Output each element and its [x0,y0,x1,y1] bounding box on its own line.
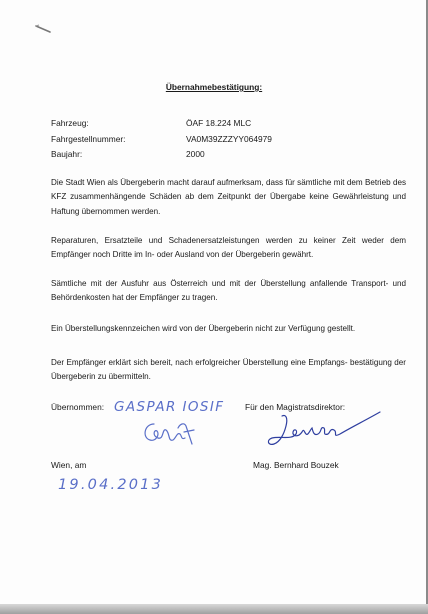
build-year-value: 2000 [186,149,205,159]
paragraph-transport-costs: Sämtliche mit der Ausfuhr aus Österreich und mit der Überstellung anfallende Transport- und Behördenkosten hat der Empfänger zu tragen. [51,279,406,303]
place-label: Wien, am [51,460,87,470]
recipient-signature [140,418,210,452]
vehicle-label: Fahrzeug: [51,118,89,128]
paragraph-registration-plate: Ein Überstellungskennzeichen wird von der Übergeberin nicht zur Verfügung gestellt. [51,324,356,333]
staple-mark [0,0,60,40]
chassis-number-label: Fahrgestellnummer: [51,134,126,144]
director-signature [258,404,388,450]
svg-text:GASPAR IOSIF: GASPAR IOSIF [114,399,225,415]
vehicle-value: ÖAF 18.224 MLC [186,118,252,128]
received-label: Übernommen: [51,402,105,412]
scan-edge-bottom [0,604,428,614]
director-name: Mag. Bernhard Bouzek [253,460,339,470]
paragraph-confirmation: Der Empfänger erklärt sich bereit, nach erfolgreicher Überstellung eine Empfangs- bestätigung der Übergeberin zu übermitteln. [51,358,406,382]
paragraph-liability: Die Stadt Wien als Übergeberin macht darauf aufmerksam, dass für sämtliche mit dem Betrieb des KFZ zusammenhängende Schäden ab dem Zeitpunkt der Übergabe keine Gewährleistung und Haftung übernommen werden. [51,178,406,216]
svg-text:19.04.2013: 19.04.2013 [58,477,164,493]
paragraph-repairs: Reparaturen, Ersatzteile und Schadenersatzleistungen werden zu keiner Zeit weder dem Empfänger noch Dritte im In- oder Ausland von der Übergeberin gewährt. [51,236,406,260]
build-year-label: Baujahr: [51,149,83,159]
chassis-number-value: VA0M39ZZZYY064979 [186,134,272,144]
handwritten-date [58,472,178,501]
director-label: Für den Magistratsdirektor: [245,402,346,412]
document-title: Übernahmebestätigung: [165,82,263,92]
